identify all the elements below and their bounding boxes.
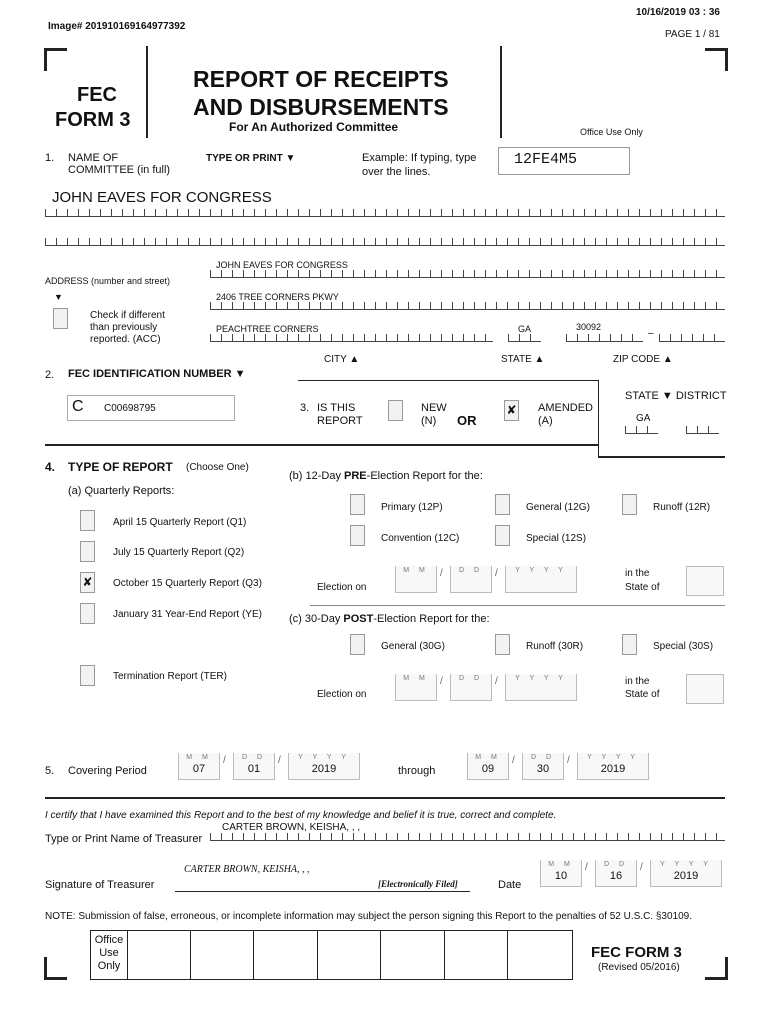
legal-note: NOTE: Submission of false, erroneous, or incomplete information may subject the person signing this Report to the penalties of 52 U.S.C. §30109. [45,911,693,922]
item2-number: 2. [45,369,55,381]
date-label: D D [458,567,484,574]
special-30s-label: Special (30S) [653,641,714,652]
state-district-label: STATE ▼ DISTRICT [625,390,727,402]
convention-12c-label: Convention (12C) [381,533,460,544]
special-30s-checkbox[interactable] [622,634,637,655]
divider-line [310,605,725,606]
amended-checkbox[interactable]: ✘ [504,400,519,421]
ter-label: Termination Report (TER) [113,671,227,682]
from-year: 2019 [311,763,337,775]
type-of-report-label: TYPE OF REPORT [68,460,173,474]
office-label-line: Only [97,960,121,972]
post-election-date[interactable] [395,674,585,702]
grid-divider [190,930,191,979]
item3-label: REPORT [317,415,363,427]
amended-label: (A) [538,415,553,427]
date-label-text: Date [498,879,522,891]
example-note: Example: If typing, type [362,152,477,164]
check-label: Check if different [90,310,165,321]
date-label: M M [403,567,429,574]
certify-statement: I certify that I have examined this Report and to the best of my knowledge and belief it is true, correct and complete. [45,810,557,821]
title-divider [500,46,502,138]
fec-id: C00698795 [104,403,156,414]
address-changed-checkbox[interactable] [53,308,68,329]
date-slash: / [567,755,570,766]
signature-label: Signature of Treasurer [45,879,155,891]
date-label: D D [458,675,484,682]
office-use-footer-label [90,934,128,973]
zip-code[interactable]: 30092 [576,322,602,332]
q3-checkbox[interactable]: ✘ [80,572,95,593]
street-address[interactable]: 2406 TREE CORNERS PKWY [216,292,339,302]
grid-divider [507,930,508,979]
state-of-label: State of [625,689,660,700]
corner-mark [44,957,67,980]
pre-election-state[interactable] [686,566,724,596]
office-use-label: Office Use Only [580,127,643,137]
date-slash: / [440,676,443,687]
runoff-30r-label: Runoff (30R) [526,641,584,652]
report-title-line2: AND DISBURSEMENTS [193,94,449,120]
date-slash: / [585,862,588,873]
office-label-line: Use [99,947,119,959]
election-on-label: Election on [317,689,367,700]
signature-line [175,891,470,892]
ye-label: January 31 Year-End Report (YE) [113,609,262,620]
district-line[interactable] [686,426,719,434]
committee-name-line-2[interactable] [45,238,725,246]
address-name[interactable]: JOHN EAVES FOR CONGRESS [216,260,348,270]
report-title-line1: REPORT OF RECEIPTS [193,66,449,92]
city[interactable]: PEACHTREE CORNERS [216,324,319,334]
date-slash: / [440,568,443,579]
date-slash: / [640,862,643,873]
state[interactable]: GA [518,324,532,334]
corner-mark [705,48,728,71]
state-of-label: State of [625,582,660,593]
address-line-2 [210,302,725,310]
grid-divider [444,930,445,979]
pre-election-date[interactable] [395,566,585,594]
general-30g-checkbox[interactable] [350,634,365,655]
address-line-1 [210,270,725,278]
covering-period-label: Covering Period [68,765,147,777]
office-label-line: Office [94,934,124,946]
new-report-checkbox[interactable] [388,400,403,421]
down-arrow-icon: ▼ [54,292,63,302]
treasurer-name-line [210,833,725,841]
election-on-label: Election on [317,582,367,593]
date-label: Y Y Y Y [515,675,567,682]
to-month: 09 [481,763,495,775]
in-the-label: in the [625,568,650,579]
pre-election-label: (b) 12-Day PRE-Election Report for the: [289,470,483,482]
date-slash: / [278,755,281,766]
example-note: over the lines. [362,166,431,178]
corner-mark [705,957,728,980]
through-label: through [398,765,436,777]
q2-label: July 15 Quarterly Report (Q2) [113,547,245,558]
quarterly-label: (a) Quarterly Reports: [68,485,175,497]
date-label: D D [530,754,556,761]
committee-name[interactable]: JOHN EAVES FOR CONGRESS [52,189,272,206]
grid-divider [253,930,254,979]
item5-number: 5. [45,765,55,777]
post-election-label: (c) 30-Day POST-Election Report for the: [289,613,490,625]
image-number: Image# 201910169164977392 [48,21,186,32]
zip-label: ZIP CODE ▲ [613,354,673,365]
page-number: PAGE 1 / 81 [665,29,720,40]
primary-12p-label: Primary (12P) [381,502,443,513]
grid-divider [127,930,128,979]
item4-number: 4. [45,460,56,474]
general-12g-label: General (12G) [526,502,590,513]
new-label: (N) [421,415,437,427]
electronically-filed: [Electronically Filed] [378,879,458,889]
q1-label: April 15 Quarterly Report (Q1) [113,517,247,528]
check-label: reported. (ACC) [90,334,161,345]
from-day: 01 [247,763,261,775]
runoff-12r-checkbox[interactable] [622,494,637,515]
to-day: 30 [536,763,550,775]
date-label: M M [548,861,574,868]
title-divider [146,46,148,138]
fec-id-label: FEC IDENTIFICATION NUMBER ▼ [68,368,246,380]
zip-line [566,334,643,342]
post-election-state[interactable] [686,674,724,704]
item1-label: NAME OF [68,152,119,164]
covering-from-date[interactable] [178,753,368,781]
timestamp: 10/16/2019 03 : 36 [636,7,720,18]
address-label: ADDRESS (number and street) [45,276,171,286]
choose-one: (Choose One) [186,462,249,473]
sign-day: 16 [609,870,623,882]
date-label: M M [475,754,501,761]
footer-revised: (Revised 05/2016) [598,962,680,973]
runoff-30r-checkbox[interactable] [495,634,510,655]
date-slash: / [495,568,498,579]
city-line [210,334,493,342]
grid-divider [317,930,318,979]
in-the-label: in the [625,676,650,687]
to-year: 2019 [600,763,626,775]
date-slash: / [512,755,515,766]
item3-number: 3. [300,402,310,414]
item1-number: 1. [45,152,55,164]
date-label: Y Y Y Y [298,754,350,761]
amended-label: AMENDED [538,402,594,414]
sign-month: 10 [554,870,568,882]
treasurer-name-label: Type or Print Name of Treasurer [45,833,203,845]
section-divider [598,456,725,458]
date-slash: / [223,755,226,766]
new-label: NEW [421,402,447,414]
special-12s-checkbox[interactable] [495,525,510,546]
signature-date[interactable] [540,860,730,888]
office-use-grid [90,930,573,980]
zip-dash: – [648,328,654,339]
date-slash: / [495,676,498,687]
type-or-print: TYPE OR PRINT ▼ [206,153,296,164]
item3-label: IS THIS [317,402,356,414]
general-30g-label: General (30G) [381,641,445,652]
date-label: M M [186,754,212,761]
primary-12p-checkbox[interactable] [350,494,365,515]
date-label: D D [241,754,267,761]
state-line [508,334,541,342]
section-divider [45,444,598,446]
form-id-line1: FEC [77,84,117,106]
q1-checkbox[interactable] [80,510,95,531]
zip4-line[interactable] [659,334,725,342]
candidate-state-line [625,426,658,434]
from-month: 07 [192,763,206,775]
section-divider [45,797,725,799]
date-label: M M [403,675,429,682]
report-subtitle: For An Authorized Committee [229,120,399,134]
sign-year: 2019 [673,870,699,882]
check-label: than previously [90,322,158,333]
covering-to-date[interactable] [467,753,657,781]
fec-id-prefix: C [72,398,84,415]
date-label: Y Y Y Y [587,754,639,761]
city-label: CITY ▲ [324,354,360,365]
convention-12c-checkbox[interactable] [350,525,365,546]
or-label: OR [457,413,477,428]
treasurer-name[interactable]: CARTER BROWN, KEISHA, , , [222,822,361,833]
general-12g-checkbox[interactable] [495,494,510,515]
ye-checkbox[interactable] [80,603,95,624]
divider-line [298,380,598,381]
date-label: Y Y Y Y [660,861,712,868]
form-id-line2: FORM 3 [55,109,131,131]
candidate-state[interactable]: GA [636,413,651,424]
item1-label: COMMITTEE (in full) [68,164,171,176]
treasurer-signature: CARTER BROWN, KEISHA, , , [184,864,310,875]
corner-mark [44,48,67,71]
committee-name-line [45,209,725,217]
grid-divider [380,930,381,979]
q2-checkbox[interactable] [80,541,95,562]
divider-line [598,380,599,456]
special-12s-label: Special (12S) [526,533,587,544]
runoff-12r-label: Runoff (12R) [653,502,711,513]
footer-form-name: FEC FORM 3 [591,944,682,961]
state-label: STATE ▲ [501,354,545,365]
date-label: D D [603,861,629,868]
date-label: Y Y Y Y [515,567,567,574]
office-code: 12FE4M5 [514,151,578,168]
ter-checkbox[interactable] [80,665,95,686]
q3-label: October 15 Quarterly Report (Q3) [113,578,262,589]
